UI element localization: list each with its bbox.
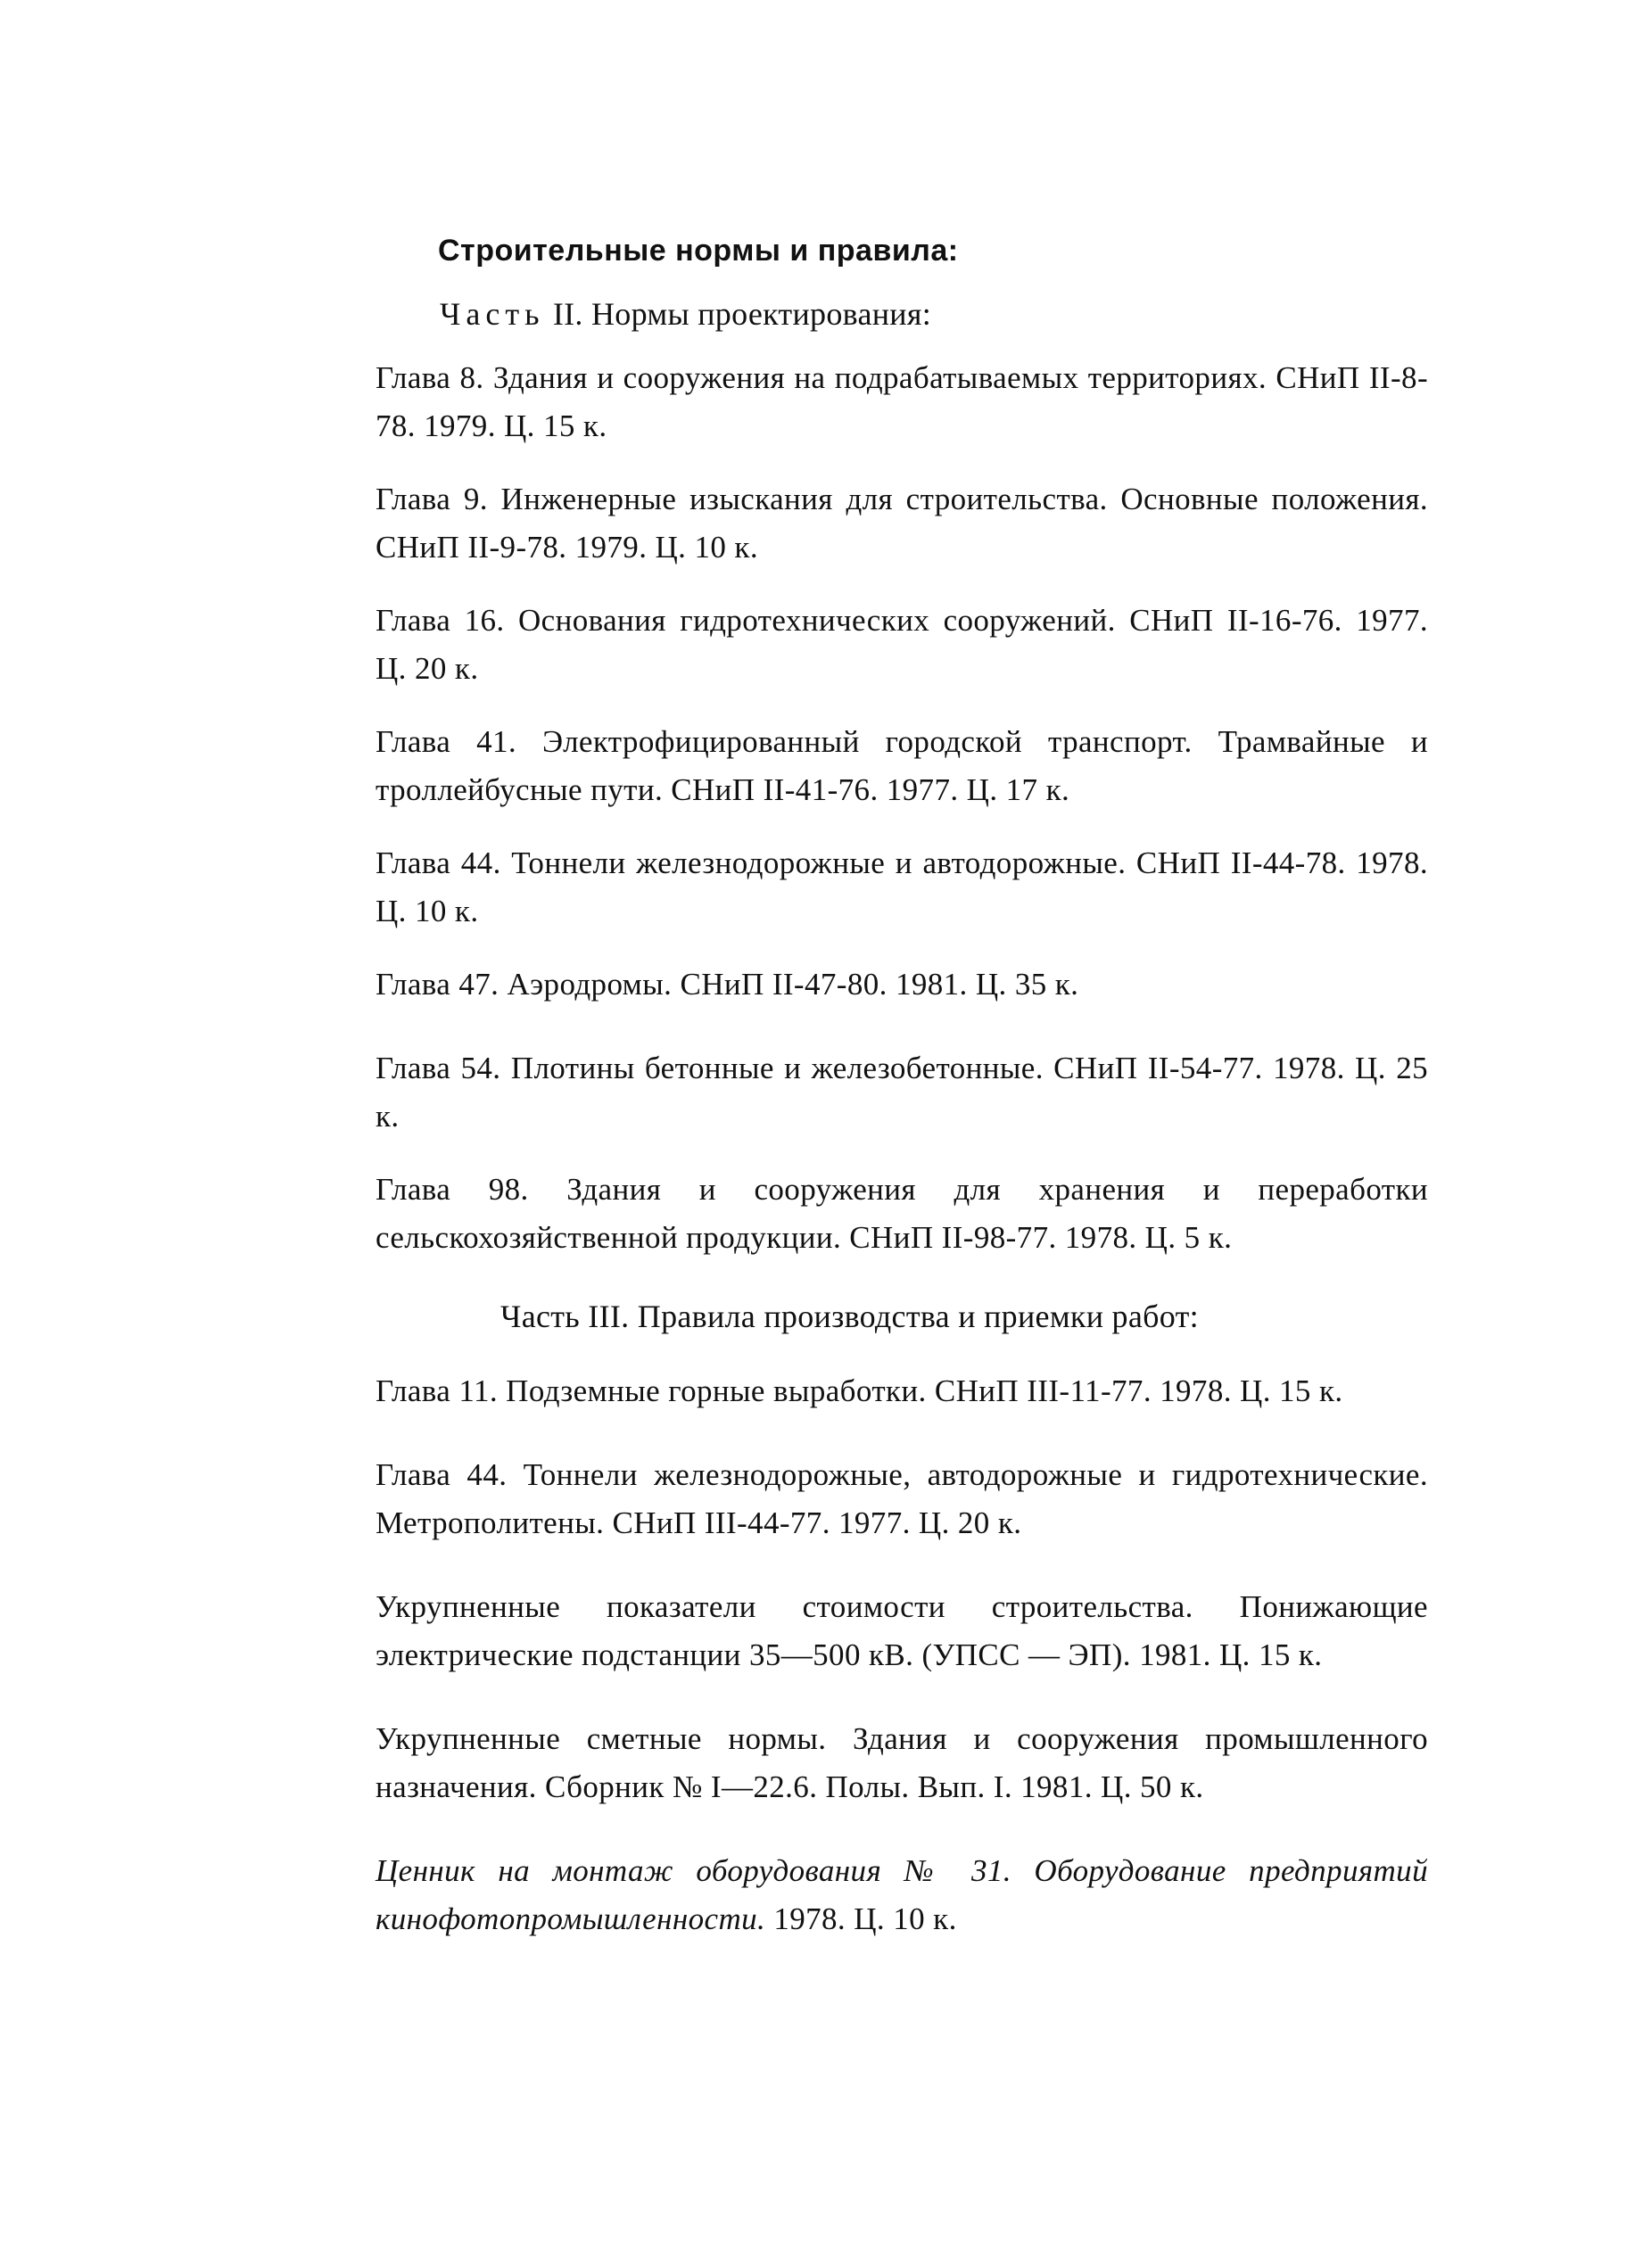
- catalog-entry-price-list: [376, 1847, 1428, 1943]
- catalog-entry-ch9: Глава 9. Инженерные изыскания для строительства. Основные положения. СНиП II-9-78. 1979. Ц. 10 к.: [376, 482, 1428, 565]
- catalog-entry-p3-ch44: Глава 44. Тоннели железнодорожные, автодорожные и гидротехнические. Метрополитены. СНиП III-44-77. 1977. Ц. 20 к.: [376, 1457, 1428, 1540]
- part-2-title: II. Нормы проектирования:: [552, 296, 932, 332]
- catalog-entry-p3-ch11: Глава 11. Подземные горные выработки. СНиП III-11-77. 1978. Ц. 15 к.: [376, 1373, 1343, 1408]
- catalog-listing: [376, 234, 1428, 1968]
- catalog-entry-ch54: Глава 54. Плотины бетонные и железобетонные. СНиП II-54-77. 1978. Ц. 25 к.: [376, 1051, 1428, 1134]
- section-heading: Строительные нормы и правила:: [438, 234, 959, 268]
- price-list-details: 1978. Ц. 10 к.: [765, 1901, 957, 1936]
- part-2-label: Часть: [440, 296, 545, 332]
- catalog-entry-ch98: Глава 98. Здания и сооружения для хранения и переработки сельскохозяйственной продукции. СНиП II-98-77. 1978. Ц. 5 к.: [376, 1172, 1428, 1255]
- catalog-entry-usn: Укрупненные сметные нормы. Здания и сооружения промышленного назначения. Сборник № I—22.6. Полы. Вып. I. 1981. Ц. 50 к.: [376, 1721, 1428, 1804]
- catalog-entry-ch41: Глава 41. Электрофицированный городской транспорт. Трамвайные и троллейбусные пути. СНиП II-41-76. 1977. Ц. 17 к.: [376, 724, 1428, 807]
- catalog-entry-upss: Укрупненные показатели стоимости строительства. Понижающие электрические подстанции 35—500 кВ. (УПСС — ЭП). 1981. Ц. 15 к.: [376, 1589, 1428, 1672]
- part-3-heading: Часть III. Правила производства и приемки работ:: [500, 1299, 1199, 1334]
- catalog-entry-ch44: Глава 44. Тоннели железнодорожные и автодорожные. СНиП II-44-78. 1978. Ц. 10 к.: [376, 845, 1428, 928]
- part-2-heading: [440, 295, 1428, 333]
- catalog-entry-ch16: Глава 16. Основания гидротехнических сооружений. СНиП II-16-76. 1977. Ц. 20 к.: [376, 603, 1428, 686]
- price-list-title: Ценник на монтаж оборудования № 31. Оборудование предприятий кинофотопромышленности.: [376, 1853, 1428, 1936]
- catalog-entry-ch8: Глава 8. Здания и сооружения на подрабатываемых территориях. СНиП II-8-78. 1979. Ц. 15 к.: [376, 360, 1428, 443]
- catalog-entry-ch47: Глава 47. Аэродромы. СНиП II-47-80. 1981. Ц. 35 к.: [376, 967, 1079, 1002]
